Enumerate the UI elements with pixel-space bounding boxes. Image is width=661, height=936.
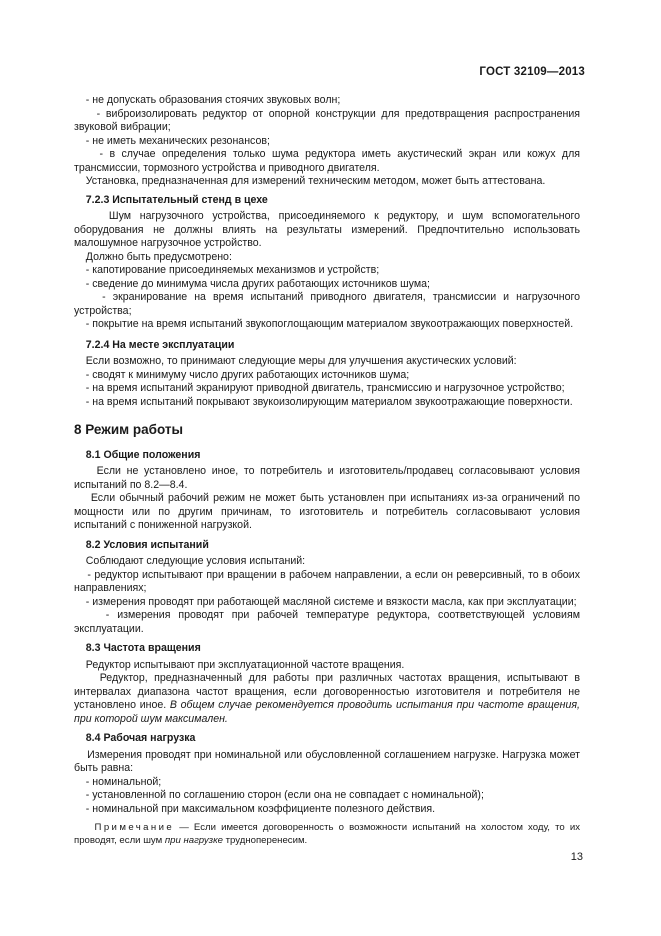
- section-heading-7-2-4: 7.2.4 На месте эксплуатации: [85, 338, 235, 351]
- list-item: - измерения проводят при работающей масляной системе и вязкости масла, как при эксплуатации;: [74, 595, 577, 608]
- section-heading-8-3: 8.3 Частота вращения: [85, 642, 201, 654]
- list-item: - номинальной;: [74, 775, 162, 788]
- list-item: - установленной по соглашению сторон (если она не совпадает с номинальной);: [74, 789, 484, 801]
- paragraph: Редуктор, предназначенный для работы при различных частотах вращения, испытывают в интервалах диапазона частот вращения, если договоренностью изготовителя и потребителя не установлено иное. В общем случае рекомендуется проводить испытания при частоте вращения, при которой шум максимален.: [74, 672, 580, 725]
- list-item: - сведение до минимума числа других работающих источников шума;: [74, 277, 430, 290]
- list-item: - виброизолировать редуктор от опорной конструкции для предотвращения распространения звуковой вибрации;: [74, 107, 580, 133]
- paragraph: Редуктор испытывают при эксплуатационной частоте вращения.: [85, 658, 405, 671]
- chapter-heading-8: 8 Режим работы: [74, 422, 184, 437]
- section-heading-7-2-3: 7.2.3 Испытательный стенд в цехе: [85, 193, 268, 206]
- paragraph: Измерения проводят при номинальной или обусловленной соглашением нагрузке. Нагрузка может быть равна:: [74, 748, 580, 774]
- list-item: - редуктор испытывают при вращении в рабочем направлении, а если он реверсивный, то в обоих направлениях;: [74, 568, 581, 594]
- paragraph: Если обычный рабочий режим не может быть установлен при испытаниях из-за ограничений по мощности или по другим причинам, то изготовитель и потребитель согласовывают условия испытаний с пониженной нагрузкой.: [74, 492, 580, 531]
- list-item: - покрытие на время испытаний звукопоглощающим материалом звукоотражающих поверхностей.: [74, 318, 574, 330]
- page-body: [74, 94, 580, 857]
- list-item: - капотирование присоединяемых механизмов и устройств;: [74, 264, 380, 276]
- note: Примечание — Если имеется договоренность о возможности испытаний на холостом ходу, то их проводят, если шум при нагрузке трудноперенесим.: [74, 822, 580, 846]
- list-item: - измерения проводят при рабочей температуре редуктора, соответствующей условиям эксплуатации.: [74, 609, 580, 635]
- standard-number: ГОСТ 32109—2013: [479, 66, 585, 78]
- paragraph: Должно быть предусмотрено:: [85, 250, 232, 263]
- paragraph: Если не установлено иное, то потребитель и изготовитель/продавец согласовывают условия испытаний по 8.2—8.4.: [74, 465, 580, 491]
- list-item: - на время испытаний покрывают звукоизолирующим материалом звукоотражающие поверхности.: [74, 395, 573, 408]
- list-item: - на время испытаний экранируют приводной двигатель, трансмиссию и нагрузочное устройство;: [74, 382, 565, 394]
- list-item: - экранирование на время испытаний приводного двигателя, трансмиссии и нагрузочного устройства;: [74, 291, 580, 317]
- list-item: - не допускать образования стоячих звуковых волн;: [74, 94, 341, 106]
- section-heading-8-1: 8.1 Общие положения: [85, 448, 201, 461]
- paragraph: Установка, предназначенная для измерений техническим методом, может быть аттестована.: [85, 175, 546, 187]
- paragraph: Соблюдают следующие условия испытаний:: [85, 555, 306, 567]
- note-label: Примечание: [94, 822, 175, 833]
- list-item: - в случае определения только шума редуктора иметь акустический экран или кожух для трансмиссии, тормозного устройства и приводного двигателя.: [74, 148, 580, 174]
- section-heading-8-4: 8.4 Рабочая нагрузка: [85, 732, 196, 744]
- list-item: - не иметь механических резонансов;: [74, 134, 270, 147]
- list-item: - номинальной при максимальном коэффициенте полезного действия.: [74, 802, 436, 815]
- paragraph: Если возможно, то принимают следующие меры для улучшения акустических условий:: [85, 355, 517, 367]
- italic-recommendation: В общем случае рекомендуется проводить испытания при частоте вращения, при которой шум максимален.: [74, 699, 580, 725]
- list-item: - сводят к минимуму число других работающих источников шума;: [74, 368, 410, 381]
- section-heading-8-2: 8.2 Условия испытаний: [85, 538, 209, 551]
- paragraph: Шум нагрузочного устройства, присоединяемого к редуктору, и шум вспомогательного оборудования не должны влиять на результаты измерений. Предпочтительно использовать малошумное нагрузочное устройство.: [74, 210, 580, 249]
- page-number: 13: [570, 851, 583, 863]
